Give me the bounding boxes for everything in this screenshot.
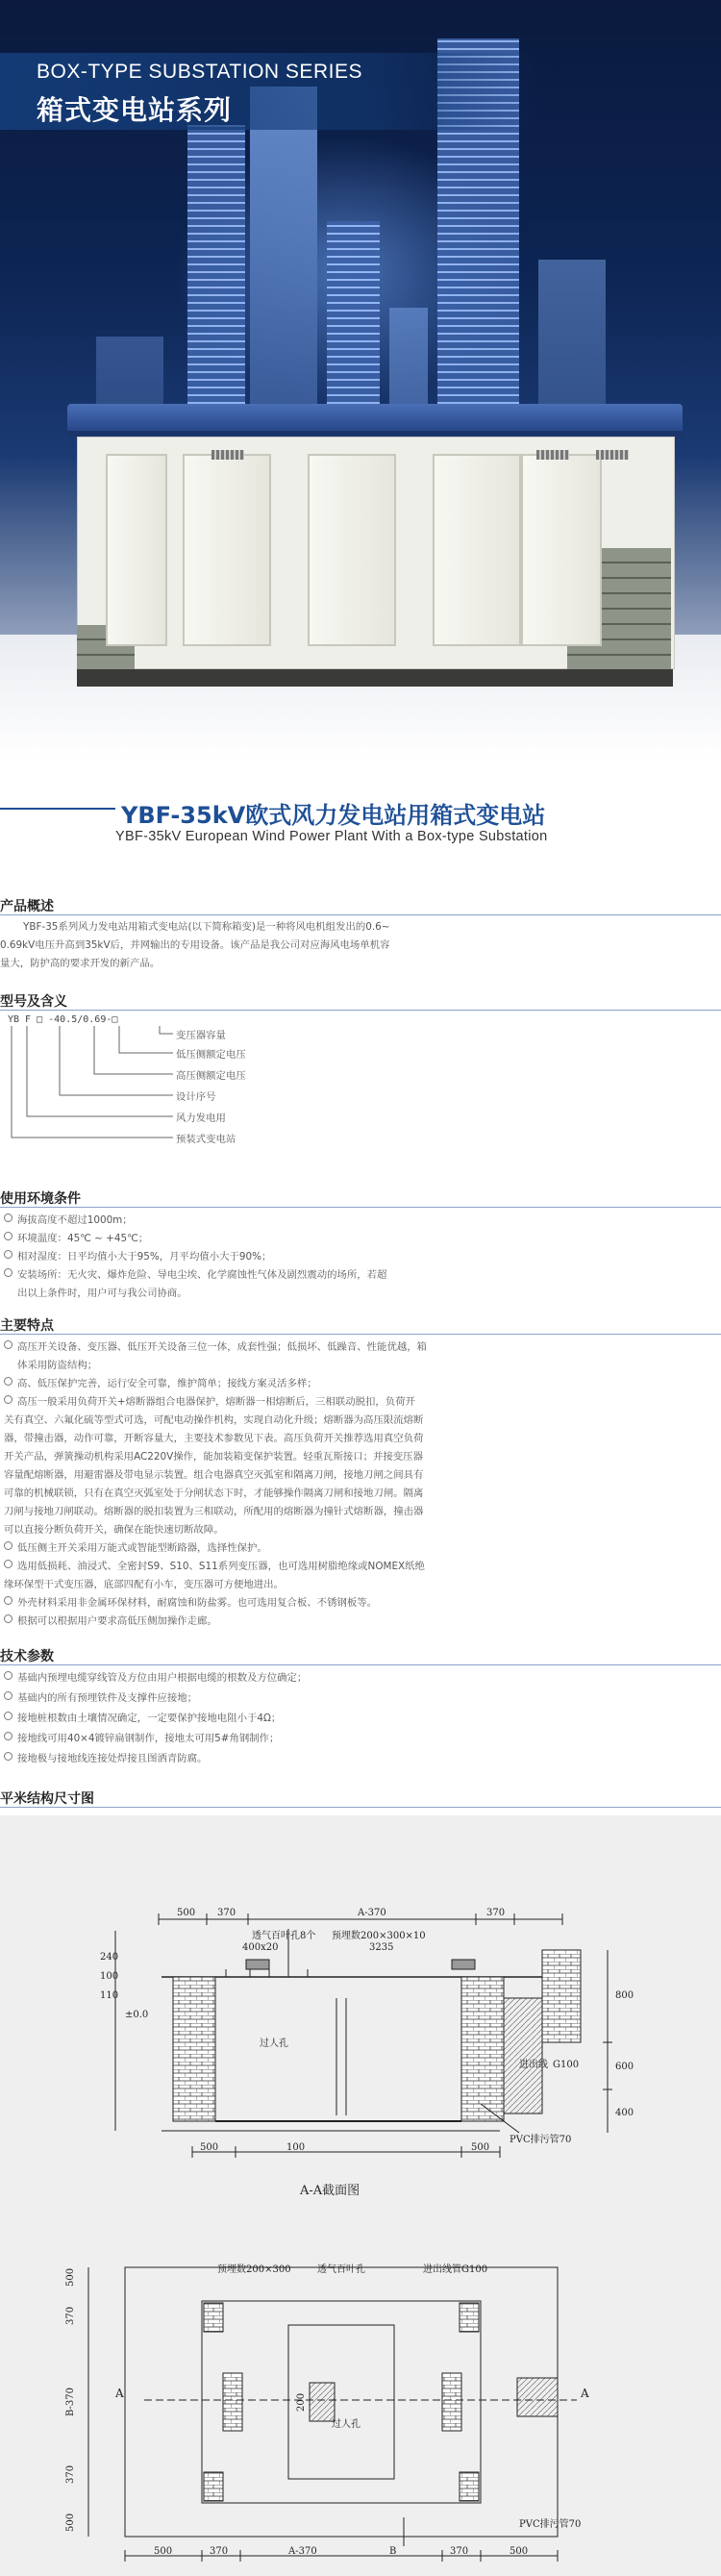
feature-line: 外壳材料采用非金属环保材料，耐腐蚀和防盐雾。也可选用复合板、不锈钢板等。 [4, 1594, 696, 1613]
dim-label: A-370 [358, 1908, 386, 1918]
series-title-cn: 箱式变电站系列 [37, 94, 233, 126]
dim-label: 370 [486, 1908, 506, 1918]
model-diagram [0, 1014, 385, 1183]
dim-label: 240 [100, 1952, 119, 1963]
model-label: 低压侧额定电压 [176, 1049, 246, 1061]
feature-line: 关有真空、六氟化硫等型式可选，可配电动操作机构，实现自动化升级；熔断器为高压限流熔断 [4, 1414, 424, 1426]
substation-image [77, 404, 673, 692]
tech-item: 接地桩根数由土壤情况确定，一定要保护接地电阻小于4Ω； [4, 1710, 696, 1728]
drawing-note: 进出线 [519, 2060, 548, 2070]
door [183, 454, 271, 646]
heading-rule [0, 1334, 721, 1335]
bullet-icon [4, 1614, 12, 1623]
dim-label: B [389, 2546, 397, 2557]
dim-label: 500 [200, 2142, 219, 2153]
overview-line: 0.69kV电压升高到35kV后，并网输出的专用设备。该产品是我公司对应海风电场单机容 [0, 939, 390, 951]
dim-label: 400x20 [242, 1942, 279, 1953]
bullet-icon [4, 1671, 12, 1680]
environment-item: 相对湿度：日平均值小大于95%，月平均值小大于90%； [4, 1248, 696, 1266]
door [433, 454, 521, 646]
door [308, 454, 396, 646]
dim-label: 500 [65, 2513, 76, 2532]
tech-item: 基础内预埋电缆穿线管及方位由用户根据电缆的根数及方位确定； [4, 1669, 696, 1688]
bullet-icon [4, 1268, 12, 1277]
feature-line: 器，带撞击器，动作可靠，开断容量大，主要技术参数见下表。高压负荷开关推荐选用真空负荷 [4, 1433, 424, 1444]
drawing-note: 透气百叶孔 [317, 2264, 365, 2275]
dim-label: 200 [296, 2392, 307, 2412]
environment-heading: 使用环境条件 [0, 1191, 81, 1207]
model-label: 风力发电用 [176, 1113, 226, 1124]
bullet-icon [4, 1691, 12, 1700]
overview-line: 量大，防护高的要求开发的新产品。 [0, 958, 161, 969]
section-view [115, 1913, 612, 2158]
dim-label: 3235 [369, 1942, 394, 1953]
features-heading: 主要特点 [0, 1318, 54, 1334]
model-label: 设计序号 [176, 1091, 216, 1103]
bullet-icon [4, 1541, 12, 1550]
model-label: 高压侧额定电压 [176, 1070, 246, 1082]
bullet-icon [4, 1232, 12, 1240]
drawing-note: 透气百叶孔8个 [252, 1931, 316, 1941]
feature-line: 开关产品，弹簧操动机构采用AC220V操作，能加装箱变保护装置。轻重瓦斯接口；并接变压器 [4, 1451, 423, 1463]
dim-label: 500 [177, 1908, 196, 1918]
section-marker: A [115, 2387, 124, 2400]
model-label: 预装式变电站 [176, 1134, 236, 1145]
drawing-note: G100 [553, 2060, 580, 2070]
overview-line: YBF-35系列风力发电站用箱式变电站(以下简称箱变)是一种将风电机组发出的0.6~ [23, 921, 390, 933]
overview-heading: 产品概述 [0, 899, 54, 914]
bullet-icon [4, 1596, 12, 1605]
feature-line: 选用低损耗、油浸式、全密封S9、S10、S11系列变压器，也可选用树脂绝缘或NOMEX纸绝 [4, 1558, 696, 1576]
hero-image [0, 0, 721, 760]
drawing-note: 进出线管G100 [423, 2264, 488, 2275]
bullet-icon [4, 1213, 12, 1222]
dim-label: 800 [615, 1990, 634, 2001]
dim-label: 400 [615, 2108, 634, 2118]
drawing-note: PVC排污管70 [510, 2135, 572, 2145]
feature-line: 体采用防盗结构； [17, 1360, 98, 1371]
dim-label: 370 [65, 2464, 76, 2484]
tech-item: 基础内的所有预埋铁件及支撑件应接地； [4, 1689, 696, 1708]
dim-label: 110 [100, 1990, 119, 2001]
bullet-icon [4, 1340, 12, 1349]
section-marker: A [581, 2387, 589, 2400]
heading-rule [0, 1807, 721, 1808]
tech-heading: 技术参数 [0, 1649, 54, 1664]
feature-line: 可靠的机械联锁，只有在真空灭弧室处于分闸状态下时，才能够操作隔离刀闸和接地刀闸。隔离 [4, 1488, 424, 1499]
model-code: YB F □ -40.5/0.69-□ [8, 1014, 118, 1025]
plinth [77, 669, 673, 687]
model-label: 变压器容量 [176, 1030, 226, 1041]
environment-item: 环境温度：45℃ ~ +45℃； [4, 1230, 696, 1248]
dim-label: 500 [65, 2267, 76, 2287]
dim-label: 500 [154, 2546, 173, 2557]
bullet-icon [4, 1712, 12, 1720]
door [521, 454, 602, 646]
environment-item: 海拔高度不超过1000m； [4, 1212, 696, 1230]
roof [67, 404, 683, 431]
dim-label: B-370 [65, 2388, 76, 2416]
feature-line: 高压一般采用负荷开关+熔断器组合电器保护，熔断器一相熔断后，三相联动脱扣，负荷开 [4, 1393, 696, 1412]
vent [211, 450, 244, 460]
bullet-icon [4, 1377, 12, 1386]
drawing-note: PVC排污管70 [519, 2519, 582, 2530]
dim-label: 500 [510, 2546, 529, 2557]
dim-label: 100 [100, 1971, 119, 1982]
dim-label: A-370 [288, 2546, 317, 2557]
vent [596, 450, 629, 460]
title-rule [0, 808, 115, 810]
feature-line: 高、低压保护完善，运行安全可靠，维护简单；接线方案灵活多样； [4, 1375, 696, 1393]
bullet-icon [4, 1560, 12, 1568]
bullet-icon [4, 1752, 12, 1761]
plan-heading: 平米结构尺寸图 [0, 1791, 94, 1807]
environment-item: 安装场所：无火灾、爆炸危险、导电尘埃、化学腐蚀性气体及剧烈震动的场所，若超 [4, 1266, 696, 1285]
feature-line: 缘环保型干式变压器，底部四配有小车，变压器可方便地进出。 [4, 1579, 284, 1590]
series-banner [0, 53, 538, 130]
drawing-svg [0, 1815, 721, 2576]
bullet-icon [4, 1395, 12, 1404]
drawing-note: 预埋数200×300×10 [332, 1931, 426, 1941]
feature-line: 容量配熔断器，用避雷器及带电显示装置。组合电器真空灭弧室和隔离刀闸，接地刀闸之间具有 [4, 1469, 424, 1481]
feature-line: 高压开关设备、变压器、低压开关设备三位一体，成套性强；低损坏、低躁音、性能优越，箱 [4, 1338, 696, 1357]
dim-label: 100 [286, 2142, 306, 2153]
bullet-icon [4, 1732, 12, 1740]
heading-rule [0, 1664, 721, 1665]
tech-item: 接地线可用40×4镀锌扁钢制作，接地太可用5#角钢制作； [4, 1730, 696, 1748]
heading-rule [0, 1010, 721, 1011]
feature-line: 刀闸与接地刀闸联动。熔断器的脱扣装置为三相联动，所配用的熔断器为撞针式熔断器，撞击器 [4, 1506, 424, 1517]
dim-label: ±0.0 [125, 2010, 149, 2020]
environment-item: 出以上条件时，用户可与我公司协商。 [17, 1288, 187, 1299]
feature-line: 根据可以根据用户要求高低压侧加操作走廊。 [4, 1613, 696, 1631]
product-title-cn: YBF-35kV欧式风力发电站用箱式变电站 [121, 802, 546, 829]
feature-line: 低压侧主开关采用万能式或智能型断路器，选择性保护。 [4, 1539, 696, 1558]
dim-label: 370 [210, 2546, 229, 2557]
heading-rule [0, 1207, 721, 1208]
dim-label: 370 [65, 2306, 76, 2325]
dim-label: 370 [217, 1908, 236, 1918]
drawing-note: 预埋数200×300 [217, 2264, 291, 2275]
vent [536, 450, 569, 460]
plan-view [88, 2267, 577, 2562]
heading-rule [0, 914, 721, 915]
section-title: A-A截面图 [300, 2184, 360, 2198]
structure-drawing [0, 1815, 721, 2576]
series-title-en: BOX-TYPE SUBSTATION SERIES [37, 61, 362, 83]
model-leader-lines [0, 1014, 192, 1183]
tech-item: 接地极与接地线连接处焊接且图洒青防腐。 [4, 1750, 696, 1768]
dim-label: 370 [450, 2546, 469, 2557]
drawing-note: 过人孔 [332, 2419, 360, 2430]
bullet-icon [4, 1250, 12, 1259]
model-heading: 型号及含义 [0, 994, 67, 1010]
door [106, 454, 167, 646]
dim-label: 500 [471, 2142, 490, 2153]
drawing-note: 过人孔 [260, 2038, 288, 2049]
product-title-en: YBF-35kV European Wind Power Plant With a Box-type Substation [115, 829, 548, 844]
feature-line: 可以直接分断负荷开关，确保在能快速切断故障。 [4, 1524, 224, 1536]
dim-label: 600 [615, 2062, 634, 2072]
